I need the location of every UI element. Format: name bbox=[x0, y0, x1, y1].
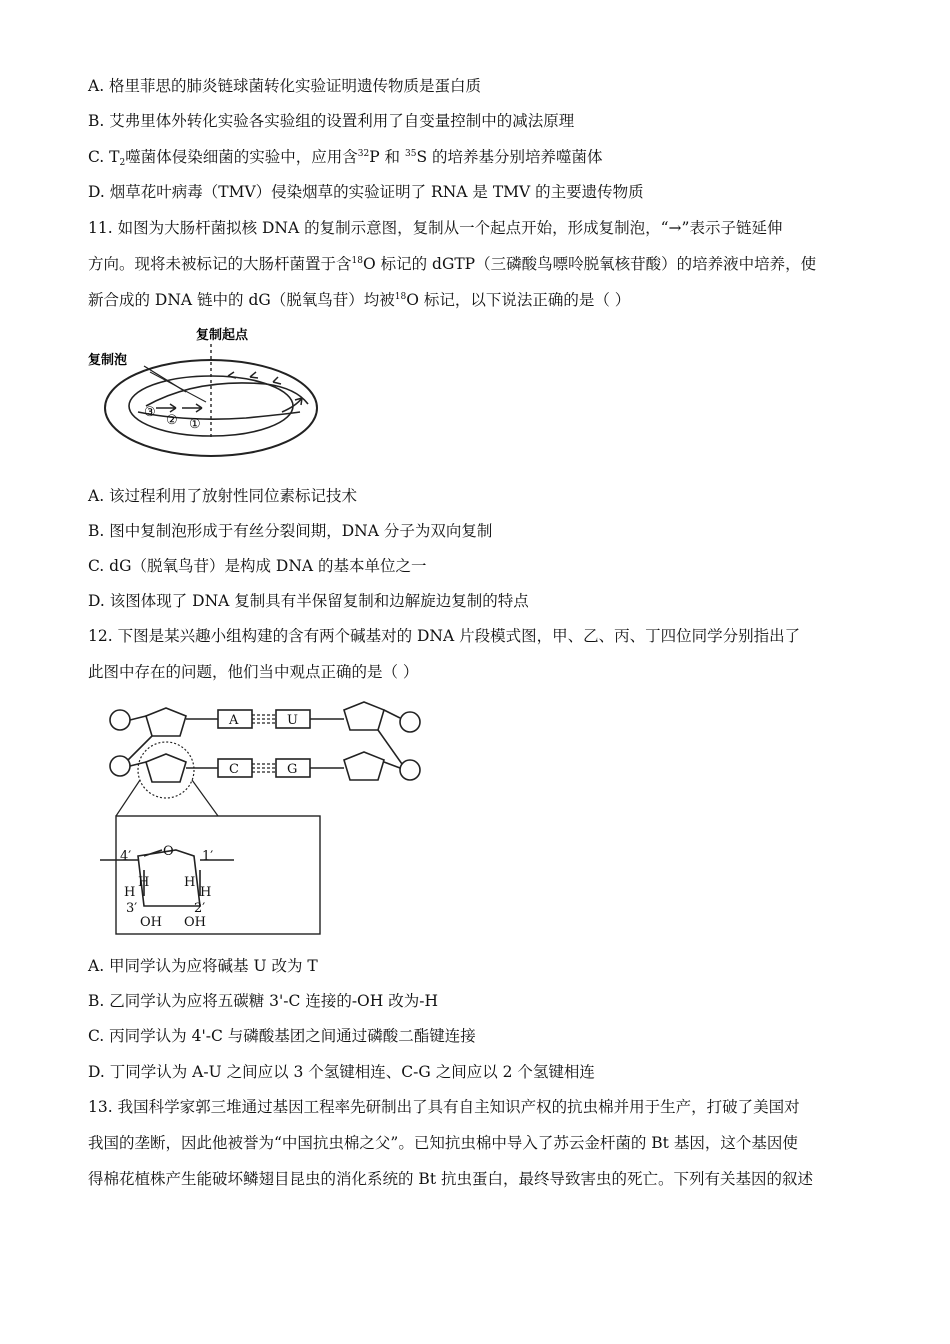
q11-option-b: B. 图中复制泡形成于有丝分裂间期，DNA 分子为双向复制 bbox=[88, 522, 493, 540]
bubble-strand-outer bbox=[146, 383, 308, 406]
q12-option-d: D. 丁同学认为 A-U 之间应以 3 个氢键相连、C-G 之间应以 2 个氢键相连 bbox=[88, 1063, 595, 1081]
carbon-3-label: 3′ bbox=[126, 901, 138, 916]
q13-stem-line1: 13. 我国科学家郭三堆通过基因工程率先研制出了具有自主知识产权的抗虫棉并用于生产，打破了美国对 bbox=[88, 1098, 800, 1116]
q10-option-a: A. 格里菲思的肺炎链球菌转化实验证明遗传物质是蛋白质 bbox=[88, 77, 482, 95]
base-c-label: C bbox=[229, 762, 239, 777]
q12-stem-line1: 12. 下图是某兴趣小组构建的含有两个碱基对的 DNA 片段模式图，甲、乙、丙、丁四位同学分别指出了 bbox=[88, 627, 801, 645]
bubble-label: 复制泡 bbox=[88, 353, 128, 368]
q11-option-a: A. 该过程利用了放射性同位素标记技术 bbox=[88, 487, 358, 505]
replication-bubble-figure bbox=[86, 322, 336, 462]
phosphate-right-bottom bbox=[400, 760, 420, 780]
q10-option-b: B. 艾弗里体外转化实验各实验组的设置利用了自变量控制中的减法原理 bbox=[88, 112, 575, 130]
q11-option-d: D. 该图体现了 DNA 复制具有半保留复制和边解旋边复制的特点 bbox=[88, 592, 529, 610]
hydroxyl-label-3: OH bbox=[140, 915, 162, 930]
phosphate-left-top bbox=[110, 710, 130, 730]
leading-arrows-left bbox=[228, 372, 281, 384]
sugar-right-bottom bbox=[344, 752, 384, 780]
hydrogen-label-3: H bbox=[184, 875, 196, 890]
phosphate-left-bottom bbox=[110, 756, 130, 776]
q11-option-c: C. dG（脱氧鸟苷）是构成 DNA 的基本单位之一 bbox=[88, 557, 427, 575]
q11-stem-line1: 11. 如图为大肠杆菌拟核 DNA 的复制示意图，复制从一个起点开始，形成复制泡，“→”表示子链延伸 bbox=[88, 219, 783, 237]
hydrogen-bonds-au bbox=[252, 715, 276, 723]
q12-stem-line2: 此图中存在的问题，他们当中观点正确的是（ ） bbox=[88, 663, 419, 681]
q11-stem-line2: 方向。现将未被标记的大肠杆菌置于含$^{18}$O 标记的 dGTP（三磷酸鸟嘌呤脱氧核苷酸）的培养液中培养，使 bbox=[88, 255, 817, 273]
q12-option-b: B. 乙同学认为应将五碳糖 3'-C 连接的-OH 改为-H bbox=[88, 992, 438, 1010]
strand-number-1: ① bbox=[189, 417, 201, 432]
q10-option-c: C. $T_2$噬菌体侵染细菌的实验中，应用含$^{32}$P 和 $^{35}$S 的培养基分别培养噬菌体 bbox=[88, 148, 603, 168]
q11-stem-line3: 新合成的 DNA 链中的 dG（脱氧鸟苷）均被$^{18}$O 标记，以下说法正确的是（ ） bbox=[88, 291, 631, 309]
sugar-left-bottom bbox=[146, 754, 186, 782]
bubble-strand-inner bbox=[138, 412, 300, 419]
leading-arrows-right bbox=[156, 404, 202, 412]
origin-label: 复制起点 bbox=[196, 328, 249, 343]
sugar-right-top bbox=[344, 702, 384, 730]
carbon-4-label: 4′ bbox=[120, 849, 132, 864]
hydrogen-bonds-cg bbox=[252, 764, 276, 772]
q13-stem-line3: 得棉花植株产生能破坏鳞翅目昆虫的消化系统的 Bt 抗虫蛋白，最终导致害虫的死亡。下列有关基因的叙述 bbox=[88, 1170, 813, 1188]
base-a-label: A bbox=[229, 713, 239, 728]
strand-number-3: ③ bbox=[144, 405, 156, 420]
hydrogen-label-4: H bbox=[200, 885, 212, 900]
base-u-label: U bbox=[287, 713, 298, 728]
q13-stem-line2: 我国的垄断，因此他被誉为“中国抗虫棉之父”。已知抗虫棉中导入了苏云金杆菌的 Bt 基因，这个基因使 bbox=[88, 1134, 798, 1152]
hydrogen-label-2: H bbox=[138, 875, 150, 890]
carbon-2-label: 2′ bbox=[194, 901, 206, 916]
strand-number-2: ② bbox=[166, 413, 178, 428]
q12-option-c: C. 丙同学认为 4'-C 与磷酸基团之间通过磷酸二酯键连接 bbox=[88, 1027, 476, 1045]
q12-option-a: A. 甲同学认为应将碱基 U 改为 T bbox=[88, 957, 318, 975]
hydroxyl-label-2: OH bbox=[184, 915, 206, 930]
phosphate-right-top bbox=[400, 712, 420, 732]
hydrogen-label-1: H bbox=[124, 885, 136, 900]
carbon-1-label: 1′ bbox=[202, 849, 214, 864]
sugar-left-top bbox=[146, 708, 186, 736]
ring-oxygen-label: O bbox=[163, 844, 174, 859]
q10-option-d: D. 烟草花叶病毒（TMV）侵染烟草的实验证明了 RNA 是 TMV 的主要遗传物质 bbox=[88, 183, 644, 201]
dna-fragment-figure bbox=[100, 700, 430, 940]
base-g-label: G bbox=[287, 762, 298, 777]
